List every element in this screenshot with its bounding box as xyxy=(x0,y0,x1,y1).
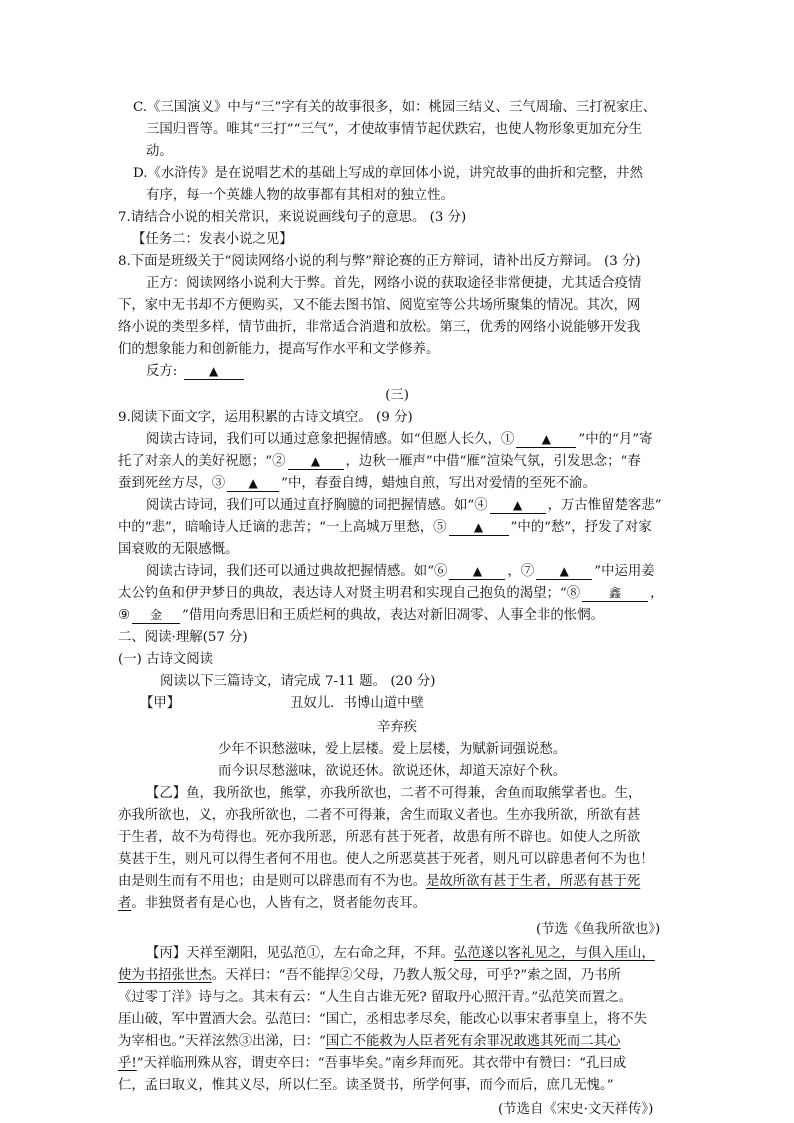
q8-answer-blank[interactable]: ▲ xyxy=(184,363,244,380)
reading-intro: 阅读以下三篇诗文，请完成 7-11 题。 (20 分) xyxy=(160,674,436,689)
bing-line-4: 厓山破，军中置酒大会。弘范曰：“国亡，丞相忠孝尽矣，能改心以事宋者事皇上，将不失 xyxy=(118,1012,648,1027)
q8-para-line-2: 下，家中无书却不方便购买，又不能去图书馆、阅览室等公共场所聚集的情况。其次，网 xyxy=(118,298,641,313)
q9-p3-line-3 xyxy=(118,606,604,626)
yi-source: (节选《鱼我所欲也》) xyxy=(536,922,661,937)
q9-p1-text-a: 阅读古诗词，我们可以通过意象把握情感。如“但愿人长久，① xyxy=(146,432,515,447)
bing-line-5 xyxy=(118,1032,620,1052)
bing-underlined-1: 弘范遂以客礼见之，与俱入厓山， xyxy=(453,946,655,961)
q9-p3-text-f: ， xyxy=(650,586,664,601)
yi-line-4: 莫甚于生，则凡可以得生者何不用也。使人之所恶莫甚于死者，则凡可以辟患者何不为也！ xyxy=(118,852,654,867)
bing-underlined-2: 使为书招张世杰 xyxy=(118,968,212,983)
q9-p2-text-b: ，万古惟留楚客悲” xyxy=(547,498,662,513)
bing-line-6 xyxy=(118,1054,626,1074)
jia-line-1: 少年不识愁滋味，爱上层楼。爱上层楼，为赋新词强说愁。 xyxy=(218,742,567,757)
option-c-line-3: 动。 xyxy=(146,144,173,159)
q8-fan-label: 反方: xyxy=(146,364,178,379)
q9-p3-line-1 xyxy=(146,562,655,582)
bing-line-6-text: ”天祥临刑殊从容，谓吏卒曰：“吾事毕矣。”南乡拜而死。其衣带中有赞曰：“孔曰成 xyxy=(136,1056,627,1071)
q9-p3-text-g: ⑨ xyxy=(118,608,131,623)
option-c-line-2: 三国归晋等。唯其“三打”“三气”，才使故事情节起伏跌宕，也使人物形象更加充分生 xyxy=(146,122,643,137)
q9-p1-text-f: ”中，春蚕自缚，蜡烛自煎，写出对爱情的至死不渝。 xyxy=(281,476,596,491)
question-7: 7.请结合小说的相关常识，来说说画线句子的意思。 (3 分) xyxy=(118,210,467,225)
blank-7[interactable]: ▲ xyxy=(536,563,592,580)
blank-2[interactable]: ▲ xyxy=(288,453,344,470)
question-8: 8.下面是班级关于“阅读网络小说的利与弊”辩论赛的正方辩词，请补出反方辩词。 (3 分) xyxy=(118,254,641,269)
bing-line-1 xyxy=(146,944,655,964)
q9-p3-text-i: ”借用向秀思旧和王质烂柯的典故，表达对新旧凋零、人事全非的怅惘。 xyxy=(182,608,604,623)
bing-line-2 xyxy=(118,966,621,986)
q9-p3-text-c: ”中运用姜 xyxy=(594,564,655,579)
yi-line-6-text: 。非独贤者有是心也，人皆有之，贤者能勿丧耳。 xyxy=(131,896,426,911)
q9-p1-text-c: 托了对亲人的美好祝愿；“② xyxy=(118,454,286,469)
q9-p1-line-2 xyxy=(118,452,641,472)
bing-line-5-text: 为宰相也。”天祥泫然③出涕，曰：“ xyxy=(118,1034,326,1049)
q9-p3-text-b: ，⑦ xyxy=(507,564,535,579)
q9-p2-line-1 xyxy=(146,496,662,516)
yi-line-5 xyxy=(118,872,640,892)
q8-answer-line xyxy=(146,362,246,382)
q9-p1-line-1 xyxy=(146,430,653,450)
blank-1[interactable]: ▲ xyxy=(516,431,576,448)
blank-9[interactable]: 金 xyxy=(132,607,180,624)
jia-author: 辛弃疾 xyxy=(376,720,418,735)
option-d-line-1: D.《水浒传》是在说唱艺术的基础上写成的章回体小说，讲究故事的曲折和完整，井然 xyxy=(133,166,643,181)
yi-line-6 xyxy=(118,894,426,914)
q9-p3-text-a: 阅读古诗词，我们还可以通过典故把握情感。如“⑥ xyxy=(146,564,448,579)
q9-p2-text-c: 中的“悲”，暗喻诗人迁谪的悲苦；“一上高城万里愁，⑤ xyxy=(118,520,447,535)
q9-p2-line-3: 国衰败的无限感慨。 xyxy=(118,542,239,557)
blank-5[interactable]: ▲ xyxy=(449,519,509,536)
section-3-heading: (三) xyxy=(385,388,409,403)
yi-line-3: 于生者，故不为苟得也。死亦我所恶，所恶有甚于死者，故患有所不辟也。如使人之所欲 xyxy=(118,830,641,845)
q9-p1-text-e: 蚕到死丝方尽，③ xyxy=(118,476,226,491)
bing-line-3: 《过零丁洋》诗与之。其末有云：“人生自古谁无死? 留取丹心照汗青。”弘范笑而置之。 xyxy=(118,990,632,1005)
yi-line-5-text: 由是则生而有不用也；由是则可以辟患而有不为也。 xyxy=(118,874,426,889)
q8-para-line-3: 络小说的类型多样，情节曲折，非常适合消遣和放松。第三，优秀的网络小说能够开发我 xyxy=(118,320,641,335)
q9-p2-text-a: 阅读古诗词，我们可以通过直抒胸臆的词把握情感。如“④ xyxy=(146,498,488,513)
q8-para-line-4: 们的想象能力和创新能力，提高写作水平和文学修养。 xyxy=(118,342,440,357)
yi-line-2: 亦我所欲也，义，亦我所欲也，二者不可得兼，舍生而取义者也。生亦我所欲，所欲有甚 xyxy=(118,808,641,823)
yi-underlined-1: 是故所欲有甚于生者，所恶有甚于死 xyxy=(425,874,641,889)
part-2-sub-heading: (一) 古诗文阅读 xyxy=(118,652,214,667)
q9-p2-text-d: ”中的“愁”，抒发了对家 xyxy=(510,520,652,535)
q9-p1-text-b: ”中的“月”寄 xyxy=(578,432,653,447)
bing-line-2-text: 。天祥曰：“吾不能捍②父母，乃教人叛父母，可乎?”索之固，乃书所 xyxy=(211,968,621,983)
q9-p3-text-d: 太公钓鱼和伊尹梦日的典故，表达诗人对贤主明君和实现自己抱负的渴望；“⑧ xyxy=(118,586,581,601)
blank-4[interactable]: ▲ xyxy=(490,497,546,514)
option-d-line-2: 有序，每一个英雄人物的故事都有其相对的独立性。 xyxy=(146,188,454,203)
q9-p1-line-3 xyxy=(118,474,596,494)
jia-tag: 【甲】 xyxy=(140,696,181,711)
option-c-line-1: C.《三国演义》中与“三”字有关的故事很多，如：桃园三结义、三气周瑜、三打祝家庄、 xyxy=(133,100,657,115)
jia-line-2: 而今识尽愁滋味，欲说还休。欲说还休，却道天凉好个秋。 xyxy=(218,764,567,779)
blank-6[interactable]: ▲ xyxy=(449,563,505,580)
q9-p2-line-2 xyxy=(118,518,652,538)
bing-source: (节选自《宋史·文天祥传》) xyxy=(498,1102,654,1117)
yi-underlined-2: 者 xyxy=(118,896,132,911)
bing-underlined-3: 国亡不能救为人臣者死有余罪况敢逃其死而二其心 xyxy=(325,1034,621,1049)
jia-title: 丑奴儿．书博山道中壁 xyxy=(290,696,424,711)
q8-para-line-1: 正方：阅读网络小说利大于弊。首先，网络小说的获取途径非常便捷，尤其适合疫情 xyxy=(146,276,642,291)
bing-line-1-text: 【丙】天祥至潮阳，见弘范①，左右命之拜，不拜。 xyxy=(146,946,454,961)
task-2-heading: 【任务二：发表小说之见】 xyxy=(132,232,293,247)
bing-underlined-4: 乎! xyxy=(118,1056,137,1071)
yi-line-1: 【乙】鱼，我所欲也，熊掌，亦我所欲也，二者不可得兼，舍鱼而取熊掌者也。生， xyxy=(146,786,642,801)
q9-p1-text-d: ，边秋一雁声”中借“雁”渲染气氛，引发思念；“春 xyxy=(345,454,641,469)
blank-3[interactable]: ▲ xyxy=(227,475,279,492)
blank-8[interactable]: 鑫 xyxy=(582,585,648,602)
q9-p3-line-2 xyxy=(118,584,664,604)
question-9: 9.阅读下面文字，运用积累的古诗文填空。 (9 分) xyxy=(118,410,413,425)
bing-line-7: 仁，孟曰取义，惟其义尽，所以仁至。读圣贤书，所学何事，而今而后，庶几无愧。” xyxy=(118,1078,614,1093)
part-2-heading: 二、阅读·理解(57 分) xyxy=(118,630,248,645)
